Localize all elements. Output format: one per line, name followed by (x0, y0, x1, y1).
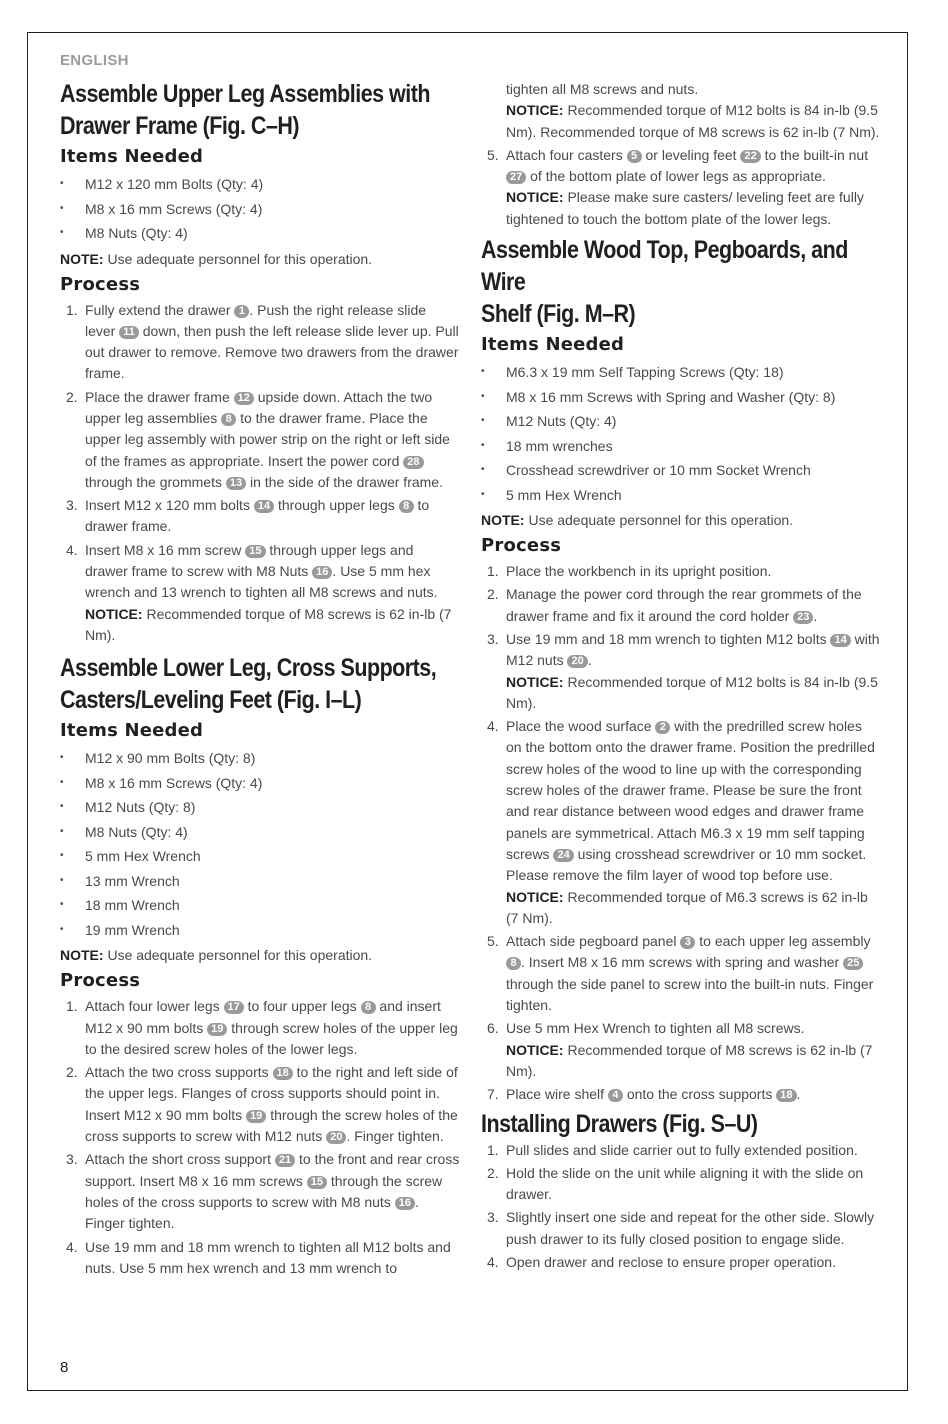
part-badge: 14 (830, 634, 850, 647)
part-badge: 24 (553, 849, 573, 862)
items-needed-heading: Items Needed (60, 146, 204, 167)
list-item: • 5 mm Hex Wrench (60, 844, 460, 869)
part-badge: 3 (680, 936, 695, 949)
list-item: • 19 mm Wrench (60, 918, 460, 943)
process-heading: Process (60, 970, 141, 992)
right-column (481, 79, 881, 1275)
step: 3. Use 19 mm and 18 mm wrench to tighten M12 bolts 14 with M12 nuts 20 . NOTICE: Recommended torque of M12 bolts is 84 in-lb (9.5 Nm). (481, 629, 881, 714)
list-item: • M12 Nuts (Qty: 8) (60, 795, 460, 820)
step: 5. Attach side pegboard panel 3 to each upper leg assembly 8 . Insert M8 x 16 mm screws with spring and washer 25 through the side panel to screw into the built-in nuts. Finger tighten. (487, 933, 874, 1014)
process-steps (60, 300, 460, 647)
part-badge: 13 (226, 477, 246, 490)
items-needed-heading: Items Needed (60, 720, 204, 742)
notice: NOTICE: Recommended torque of M8 screws is 62 in-lb (7 Nm). (85, 605, 452, 643)
step: 1. Place the workbench in its upright position. (487, 563, 772, 580)
part-badge: 16 (312, 566, 332, 579)
notice: NOTICE: Recommended torque of M12 bolts is 84 in-lb (9.5 Nm). Recommended torque of M8 screws is 62 in-lb (7 Nm). (506, 102, 880, 140)
part-badge: 18 (273, 1067, 293, 1080)
step: 4. Use 19 mm and 18 mm wrench to tighten all M12 bolts and nuts. Use 5 mm hex wrench and 13 mm wrench to (66, 1238, 451, 1276)
part-badge: 23 (793, 611, 813, 624)
part-badge: 1 (234, 305, 249, 318)
step: 3. Attach the short cross support 21 to the front and rear cross support. Insert M8 x 16 mm screws 15 through the screw holes of the cross supports to screw with M8 nuts 16 . Finger tighten. (66, 1151, 460, 1232)
part-badge: 15 (307, 1176, 327, 1189)
list-item: • M8 x 16 mm Screws (Qty: 4) (60, 771, 460, 796)
notice: NOTICE: Recommended torque of M6.3 screws is 62 in-lb (7 Nm). (506, 888, 868, 926)
part-badge: 8 (361, 1001, 376, 1014)
step: 2. Hold the slide on the unit while aligning it with the slide on drawer. (487, 1164, 864, 1203)
part-badge: 2 (655, 721, 670, 734)
process-steps-continued (481, 79, 881, 230)
notice: NOTICE: Recommended torque of M12 bolts is 84 in-lb (9.5 Nm). (506, 673, 878, 711)
step: 2. Attach the two cross supports 18 to the right and left side of the upper legs. Flanges of cross supports should point in. Insert M12 x 90 mm bolts 19 through the screw holes of the cross supports to screw with M12 nuts 20 . Finger tighten. (66, 1064, 458, 1145)
step: 7. Place wire shelf 4 onto the cross supports 18 . (487, 1086, 801, 1103)
items-list (60, 746, 460, 942)
part-badge: 20 (326, 1131, 346, 1144)
section-title-lower-leg: Assemble Lower Leg, Cross Supports, Casters/Leveling Feet (Fig. I–L) (60, 654, 437, 715)
part-badge: 15 (245, 545, 265, 558)
part-badge: 25 (843, 957, 863, 970)
list-item: • M12 x 120 mm Bolts (Qty: 4) (60, 172, 460, 197)
process-steps (60, 996, 460, 1279)
step: 1. Pull slides and slide carrier out to fully extended position. (487, 1141, 858, 1158)
process-heading: Process (60, 273, 141, 295)
section-title-upper-leg: Assemble Upper Leg Assemblies with Drawer Frame (Fig. C–H) (60, 80, 430, 140)
part-badge: 22 (740, 150, 760, 163)
part-badge: 19 (207, 1023, 227, 1036)
part-badge: 27 (506, 171, 526, 184)
part-badge: 11 (119, 326, 139, 339)
list-item: • 5 mm Hex Wrench (481, 483, 881, 508)
part-badge: 14 (254, 500, 274, 513)
step: 1. Attach four lower legs 17 to four upper legs 8 and insert M12 x 90 mm bolts 19 through screw holes of the upper leg to the desired screw holes of the lower legs. (66, 998, 458, 1057)
items-needed-heading: Items Needed (481, 334, 625, 356)
step: 4. Place the wood surface 2 with the predrilled screw holes on the bottom onto the drawer frame. Position the predrilled screw holes of the wood to line up with the corresponding screw holes of the drawer frame. Please be sure the front and rear distance between wood edges and drawer frame panels are symmetrical. Attach M6.3 x 19 mm self tapping screws 24 using crosshead screwdriver or 10 mm socket. Please remove the film layer of wood top before use. NOTICE: Recommended torque of M6.3 screws is 62 in-lb (7 Nm). (481, 716, 881, 929)
section-title-wood-top: Assemble Wood Top, Pegboards, and Wire Shelf (Fig. M–R) (481, 236, 848, 329)
part-badge: 16 (395, 1197, 415, 1210)
list-item: • 18 mm wrenches (481, 434, 881, 459)
part-badge: 21 (275, 1154, 295, 1167)
part-badge: 8 (399, 500, 414, 513)
process-steps (481, 561, 881, 1105)
notice: NOTICE: Please make sure casters/ leveling feet are fully tightened to touch the bottom plate of the lower legs. (506, 189, 864, 227)
step: 5. Attach four casters 5 or leveling feet 22 to the built-in nut 27 of the bottom plate of lower legs as appropriate. NOTICE: Please make sure casters/ leveling feet are fully tightened to touch the bottom plate of the lower legs. (481, 145, 881, 230)
section-title-drawers: Installing Drawers (Fig. S–U) (481, 1109, 758, 1138)
part-badge: 12 (234, 392, 254, 405)
list-item: • Crosshead screwdriver or 10 mm Socket Wrench (481, 458, 881, 483)
notice: NOTICE: Recommended torque of M8 screws is 62 in-lb (7 Nm). (506, 1041, 873, 1079)
part-badge: 28 (403, 456, 423, 469)
note: NOTE: Use adequate personnel for this operation. (481, 512, 794, 529)
part-badge: 19 (246, 1110, 266, 1123)
step: 3. Insert M12 x 120 mm bolts 14 through upper legs 8 to drawer frame. (66, 497, 430, 535)
list-item: • 13 mm Wrench (60, 869, 460, 894)
process-steps (481, 1140, 881, 1274)
part-badge: 8 (221, 413, 236, 426)
step: 4. Open drawer and reclose to ensure proper operation. (487, 1253, 836, 1270)
list-item: • M8 x 16 mm Screws with Spring and Washer (Qty: 8) (481, 385, 881, 410)
step: 2. Place the drawer frame 12 upside down. Attach the two upper leg assemblies 8 to the drawer frame. Place the upper leg assembly with power strip on the right or left side of the frames as appropriate. Insert the power cord 28 through the grommets 13 in the side of the drawer frame. (66, 388, 450, 490)
list-item: • M8 Nuts (Qty: 4) (60, 820, 460, 845)
list-item: • M8 Nuts (Qty: 4) (60, 221, 460, 246)
step-continued: tighten all M8 screws and nuts. NOTICE: Recommended torque of M12 bolts is 84 in-lb (9.5 Nm). Recommended torque of M8 screws is 62 in-lb (7 Nm). (481, 79, 881, 143)
left-column (60, 78, 460, 1281)
note: NOTE: Use adequate personnel for this operation. (60, 250, 373, 267)
part-badge: 5 (627, 150, 642, 163)
language-label: ENGLISH (60, 52, 129, 69)
part-badge: 20 (567, 655, 587, 668)
list-item: • M8 x 16 mm Screws (Qty: 4) (60, 197, 460, 222)
page-number: 8 (60, 1359, 69, 1376)
step: 6. Use 5 mm Hex Wrench to tighten all M8 screws. NOTICE: Recommended torque of M8 screws is 62 in-lb (7 Nm). (481, 1018, 881, 1082)
items-list (481, 360, 881, 507)
process-heading: Process (481, 535, 562, 557)
step: 1. Fully extend the drawer 1 . Push the right release slide lever 11 down, then push the left release slide lever up. Pull out drawer to remove. Remove two drawers from the drawer frame. (66, 301, 459, 382)
list-item: • M12 x 90 mm Bolts (Qty: 8) (60, 746, 460, 771)
step: 2. Manage the power cord through the rear grommets of the drawer frame and fix it around the cord holder 23 . (487, 586, 862, 624)
list-item: • M6.3 x 19 mm Self Tapping Screws (Qty: 18) (481, 360, 881, 385)
part-badge: 4 (608, 1089, 623, 1102)
note: NOTE: Use adequate personnel for this operation. (60, 947, 373, 964)
step: 3. Slightly insert one side and repeat for the other side. Slowly push drawer to its fully closed position to engage slide. (487, 1209, 875, 1247)
part-badge: 18 (776, 1089, 796, 1102)
items-list (60, 172, 460, 246)
part-badge: 8 (506, 957, 521, 970)
part-badge: 17 (224, 1001, 244, 1014)
list-item: • 18 mm Wrench (60, 893, 460, 918)
list-item: • M12 Nuts (Qty: 4) (481, 409, 881, 434)
step: 4. Insert M8 x 16 mm screw 15 through upper legs and drawer frame to screw with M8 Nuts 16 . Use 5 mm hex wrench and 13 wrench to tighten all M8 screws and nuts. NOTICE: Recommended torque of M8 screws is 62 in-lb (7 Nm). (60, 540, 460, 646)
